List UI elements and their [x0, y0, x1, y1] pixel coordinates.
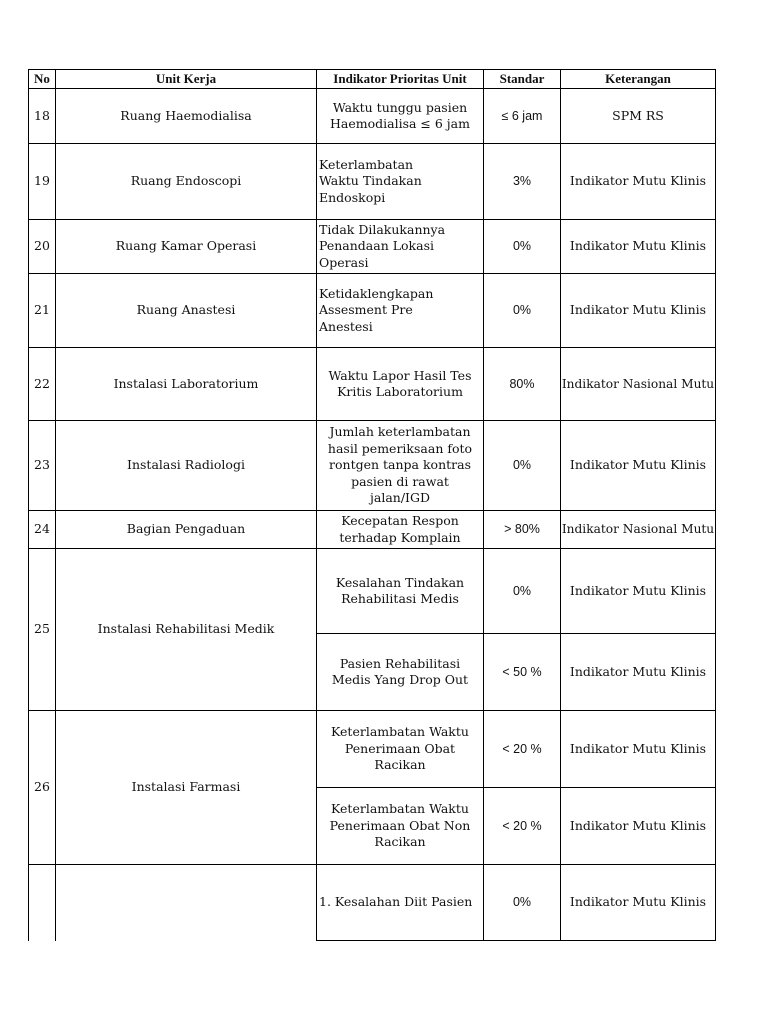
table-border	[715, 69, 716, 941]
row-unit: Instalasi Farmasi	[131, 779, 241, 795]
row-no: 21	[34, 302, 50, 318]
row-standar: 0%	[512, 239, 532, 254]
row-standar: 0%	[512, 303, 532, 318]
row-keterangan: Indikator Mutu Klinis	[569, 894, 707, 910]
row-no: 20	[34, 238, 50, 254]
row-keterangan: Indikator Mutu Klinis	[569, 238, 707, 254]
row-standar: ≤ 6 jam	[501, 108, 543, 123]
row-no: 23	[34, 457, 50, 473]
row-standar: 0%	[512, 583, 532, 598]
row-indikator: Kesalahan Tindakan Rehabilitasi Medis	[335, 574, 465, 606]
header-no: No	[34, 70, 50, 86]
row-keterangan: Indikator Mutu Klinis	[569, 302, 707, 318]
header-indikator: Indikator Prioritas Unit	[333, 70, 467, 86]
row-standar: > 80%	[504, 522, 540, 537]
row-standar: < 50 %	[502, 664, 542, 679]
row-standar: 3%	[512, 174, 532, 189]
row-keterangan: Indikator Mutu Klinis	[569, 740, 707, 756]
row-indikator: Keterlambatan Waktu Penerimaan Obat Non Racikan	[329, 801, 471, 850]
row-indikator: Ketidaklengkapan Assesment Pre Anestesi	[319, 285, 434, 334]
row-no: 26	[34, 779, 50, 795]
row-indikator: Tidak Dilakukannya Penandaan Lokasi Operasi	[319, 221, 446, 270]
row-unit: Ruang Anastesi	[136, 302, 236, 318]
row-unit: Bagian Pengaduan	[126, 521, 246, 537]
row-keterangan: Indikator Nasional Mutu	[561, 522, 715, 537]
header-standar: Standar	[499, 70, 545, 86]
row-keterangan: Indikator Mutu Klinis	[569, 663, 707, 679]
row-indikator: 1. Kesalahan Diit Pasien	[319, 894, 473, 910]
row-standar: 80%	[509, 376, 535, 391]
row-standar: 0%	[512, 895, 532, 910]
row-indikator: Keterlambatan Waktu Tindakan Endoskopi	[319, 156, 422, 205]
row-indikator: Jumlah keterlambatan hasil pemeriksaan foto rontgen tanpa kontras pasien di rawat jalan/IGD	[327, 424, 473, 506]
row-indikator: Keterlambatan Waktu Penerimaan Obat Racikan	[331, 724, 469, 773]
row-standar: < 20 %	[502, 741, 542, 756]
row-no: 19	[34, 173, 50, 189]
row-keterangan: Indikator Nasional Mutu	[561, 376, 715, 391]
row-standar: 0%	[512, 458, 532, 473]
row-unit: Ruang Haemodialisa	[120, 107, 252, 123]
row-no: 25	[34, 621, 50, 637]
row-no: 24	[34, 521, 50, 537]
row-no: 18	[34, 107, 50, 123]
row-unit: Instalasi Laboratorium	[113, 375, 259, 391]
row-unit: Instalasi Radiologi	[127, 457, 245, 473]
row-keterangan: Indikator Mutu Klinis	[569, 173, 707, 189]
row-keterangan: Indikator Mutu Klinis	[569, 582, 707, 598]
row-no: 22	[34, 375, 50, 391]
row-standar: < 20 %	[502, 818, 542, 833]
row-unit: Ruang Endoscopi	[130, 173, 242, 189]
row-unit: Instalasi Rehabilitasi Medik	[97, 621, 275, 637]
row-indikator: Pasien Rehabilitasi Medis Yang Drop Out	[331, 655, 469, 687]
row-indikator: Kecepatan Respon terhadap Komplain	[339, 513, 461, 545]
row-unit: Ruang Kamar Operasi	[115, 238, 257, 254]
table-border	[316, 940, 716, 941]
header-keterangan: Keterangan	[605, 70, 671, 86]
row-indikator: Waktu Lapor Hasil Tes Kritis Laboratorium	[328, 367, 472, 399]
header-unit-kerja: Unit Kerja	[155, 70, 217, 86]
row-keterangan: Indikator Mutu Klinis	[569, 817, 707, 833]
row-indikator: Waktu tunggu pasien Haemodialisa ≤ 6 jam	[330, 99, 470, 131]
row-keterangan: SPM RS	[612, 107, 664, 123]
row-keterangan: Indikator Mutu Klinis	[569, 457, 707, 473]
